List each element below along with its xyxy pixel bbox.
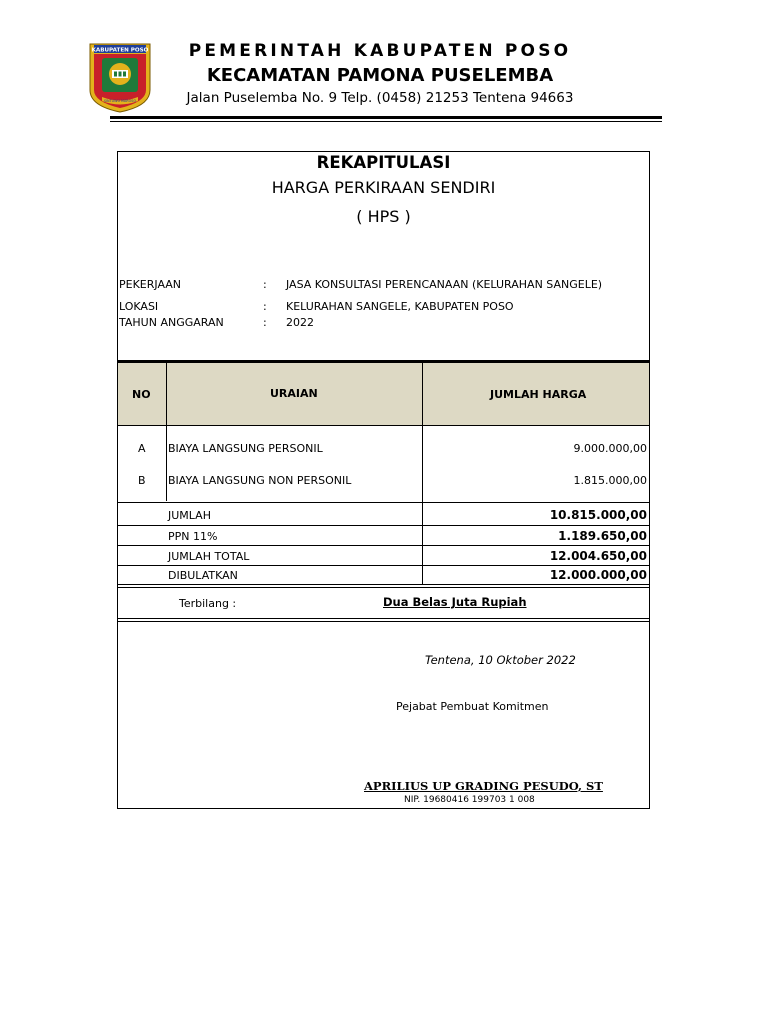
table-header-row [118, 363, 649, 425]
header-no: NO [132, 388, 151, 401]
row-border [118, 545, 649, 546]
info-separator: : [263, 300, 267, 313]
row-border [118, 525, 649, 526]
signatory-nip: NIP. 19680416 199703 1 008 [404, 795, 535, 805]
total-dibulatkan-label: DIBULATKAN [168, 569, 238, 582]
svg-text:SINTUWU MAROSO: SINTUWU MAROSO [103, 99, 137, 103]
row-a-uraian: BIAYA LANGSUNG PERSONIL [168, 442, 323, 455]
document-title: REKAPITULASI [316, 153, 451, 172]
info-value-pekerjaan: JASA KONSULTASI PERENCANAAN (KELURAHAN SANGELE) [286, 278, 603, 291]
header-uraian: URAIAN [270, 387, 318, 400]
row-b-no: B [138, 474, 146, 487]
divider-uraian-jumlah [422, 363, 423, 584]
office-address: Jalan Puselemba No. 9 Telp. (0458) 21253 Tentena 94663 [186, 90, 574, 106]
terbilang-value: Dua Belas Juta Rupiah [383, 595, 527, 609]
totals-top-border [118, 502, 649, 503]
header-jumlah-harga: JUMLAH HARGA [490, 388, 587, 401]
info-label-pekerjaan: PEKERJAAN [119, 278, 182, 291]
document-abbreviation: ( HPS ) [356, 207, 411, 226]
kabupaten-poso-emblem [88, 40, 152, 114]
total-jumlah-value: 10.815.000,00 [549, 508, 647, 522]
letterhead-rule-thick [110, 116, 662, 119]
row-b-jumlah: 1.815.000,00 [573, 474, 647, 487]
table-header-bottom-border [118, 425, 649, 426]
signature-top-border [118, 618, 649, 619]
info-separator: : [263, 316, 267, 329]
table-bottom-border-double [118, 587, 649, 588]
total-dibulatkan-value: 12.000.000,00 [549, 568, 647, 582]
total-ppn-value: 1.189.650,00 [558, 529, 647, 543]
info-value-tahun: 2022 [286, 316, 314, 329]
signatory-name: APRILIUS UP GRADING PESUDO, ST [364, 779, 603, 793]
divider-no-uraian [166, 363, 167, 501]
row-a-jumlah: 9.000.000,00 [573, 442, 647, 455]
info-label-tahun: TAHUN ANGGARAN [119, 316, 224, 329]
total-jumlah-total-label: JUMLAH TOTAL [168, 550, 250, 563]
district-title: KECAMATAN PAMONA PUSELEMBA [206, 65, 554, 86]
government-title: PEMERINTAH KABUPATEN POSO [188, 41, 572, 61]
table-bottom-border [118, 584, 649, 585]
letterhead-rule-thin [110, 121, 662, 122]
total-jumlah-total-value: 12.004.650,00 [549, 549, 647, 563]
signature-top-border-double [118, 621, 649, 622]
total-ppn-label: PPN 11% [168, 530, 218, 543]
row-a-no: A [138, 442, 146, 455]
info-separator: : [263, 278, 267, 291]
info-label-lokasi: LOKASI [119, 300, 159, 313]
row-b-uraian: BIAYA LANGSUNG NON PERSONIL [168, 474, 352, 487]
svg-text:KABUPATEN POSO: KABUPATEN POSO [91, 47, 149, 54]
place-date: Tentena, 10 Oktober 2022 [425, 653, 576, 667]
document-subtitle: HARGA PERKIRAAN SENDIRI [271, 178, 496, 197]
info-value-lokasi: KELURAHAN SANGELE, KABUPATEN POSO [286, 300, 514, 313]
terbilang-label: Terbilang : [179, 597, 237, 610]
signatory-role: Pejabat Pembuat Komitmen [396, 700, 549, 713]
row-border [118, 565, 649, 566]
hps-form [117, 151, 650, 809]
total-jumlah-label: JUMLAH [168, 509, 211, 522]
